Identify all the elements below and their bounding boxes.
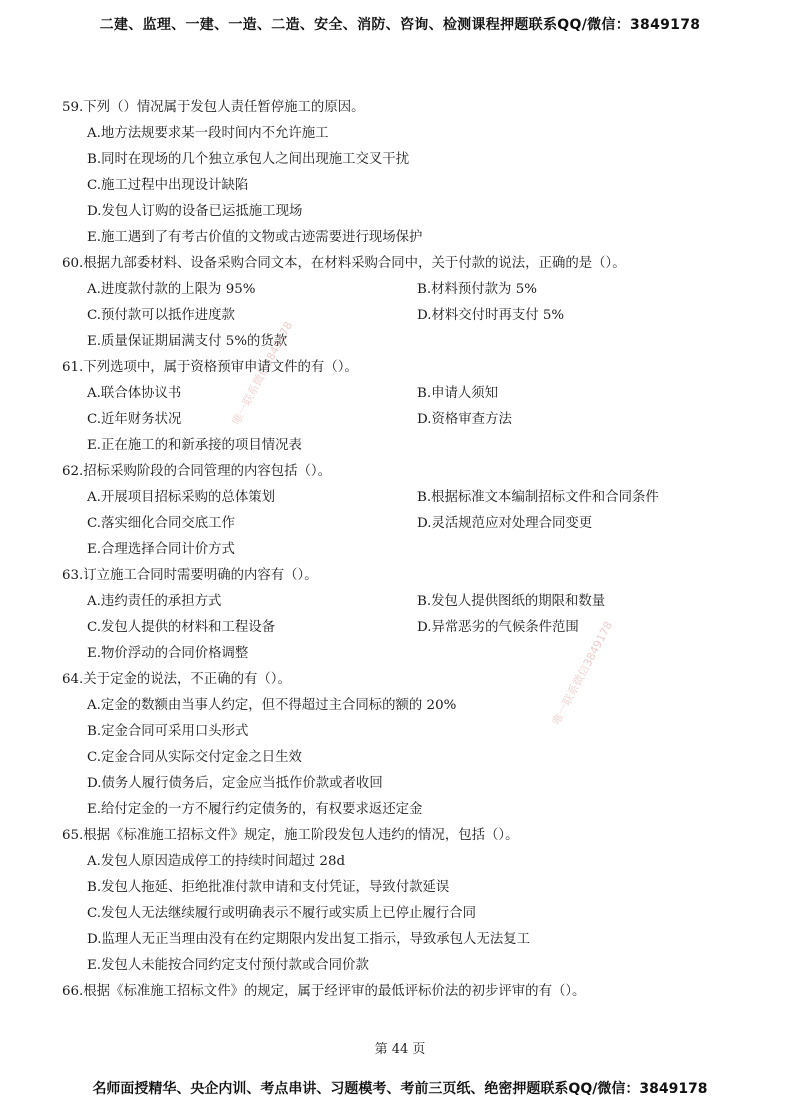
header-banner: 二建、监理、一建、一造、二造、安全、消防、咨询、检测课程押题联系QQ/微信：3849178 (99, 17, 701, 33)
answer-option: C.近年财务状况 (87, 412, 182, 427)
option-row (62, 953, 752, 979)
answer-option: B.发包人提供图纸的期限和数量 (417, 594, 606, 609)
question-block (62, 979, 752, 1005)
answer-option: D.监理人无正当理由没有在约定期限内发出复工指示，导致承包人无法复工 (87, 932, 531, 947)
watermark: 唯一联系微信3849178 (549, 619, 616, 728)
question-block (62, 95, 752, 251)
answer-option: A.违约责任的承担方式 (87, 594, 222, 609)
answer-option: C.发包人无法继续履行或明确表示不履行或实质上已停止履行合同 (87, 906, 476, 921)
option-row (62, 511, 752, 537)
answer-option: E.质量保证期届满支付 5%的货款 (87, 334, 288, 349)
answer-option: C.预付款可以抵作进度款 (87, 308, 235, 323)
option-row (62, 641, 752, 667)
question-stem: 66.根据《标准施工招标文件》的规定，属于经评审的最低评标价法的初步评审的有（）。 (62, 984, 586, 999)
answer-option: E.物价浮动的合同价格调整 (87, 646, 249, 661)
option-row (62, 407, 752, 433)
option-row (62, 147, 752, 173)
option-row (62, 199, 752, 225)
answer-option: A.联合体协议书 (87, 386, 182, 401)
option-row (62, 875, 752, 901)
question-stem: 64.关于定金的说法，不正确的有（）。 (62, 672, 291, 687)
question-stem: 59.下列（）情况属于发包人责任暂停施工的原因。 (62, 100, 365, 115)
question-stem: 62.招标采购阶段的合同管理的内容包括（）。 (62, 464, 332, 479)
option-row (62, 771, 752, 797)
option-row (62, 433, 752, 459)
option-row (62, 745, 752, 771)
answer-option: C.定金合同从实际交付定金之日生效 (87, 750, 302, 765)
answer-option: B.材料预付款为 5% (417, 282, 537, 297)
question-block (62, 667, 752, 823)
answer-option: B.根据标准文本编制招标文件和合同条件 (417, 490, 659, 505)
watermark: 唯一联系微信3849178 (229, 319, 296, 428)
option-row (62, 329, 752, 355)
question-stem: 61.下列选项中，属于资格预审申请文件的有（）。 (62, 360, 358, 375)
answer-option: D.灵活规范应对处理合同变更 (417, 516, 593, 531)
answer-option: D.债务人履行债务后，定金应当抵作价款或者收回 (87, 776, 383, 791)
answer-option: B.申请人须知 (417, 386, 499, 401)
answer-option: B.同时在现场的几个独立承包人之间出现施工交叉干扰 (87, 152, 410, 167)
answer-option: C.落实细化合同交底工作 (87, 516, 235, 531)
option-row (62, 693, 752, 719)
option-row (62, 121, 752, 147)
option-row (62, 849, 752, 875)
option-row (62, 303, 752, 329)
answer-option: D.发包人订购的设备已运抵施工现场 (87, 204, 303, 219)
answer-option: B.定金合同可采用口头形式 (87, 724, 249, 739)
answer-option: E.合理选择合同计价方式 (87, 542, 235, 557)
answer-option: A.地方法规要求某一段时间内不允许施工 (87, 126, 329, 141)
footer-banner: 名师面授精华、央企内训、考点串讲、习题模考、考前三页纸、绝密押题联系QQ/微信：3849178 (92, 1081, 708, 1097)
option-row (62, 901, 752, 927)
question-block (62, 355, 752, 459)
option-row (62, 277, 752, 303)
option-row (62, 615, 752, 641)
option-row (62, 719, 752, 745)
answer-option: E.发包人未能按合同约定支付预付款或合同价款 (87, 958, 369, 973)
answer-option: E.给付定金的一方不履行约定债务的，有权要求返还定金 (87, 802, 423, 817)
question-block (62, 459, 752, 563)
question-block (62, 251, 752, 355)
question-stem: 65.根据《标准施工招标文件》规定，施工阶段发包人违约的情况，包括（）。 (62, 828, 519, 843)
question-block (62, 823, 752, 979)
answer-option: E.施工遇到了有考古价值的文物或古迹需要进行现场保护 (87, 230, 423, 245)
question-block (62, 563, 752, 667)
answer-option: A.发包人原因造成停工的持续时间超过 28d (87, 854, 346, 869)
answer-option: A.进度款付款的上限为 95% (87, 282, 256, 297)
option-row (62, 225, 752, 251)
answer-option: C.发包人提供的材料和工程设备 (87, 620, 276, 635)
option-row (62, 485, 752, 511)
option-row (62, 589, 752, 615)
question-stem: 63.订立施工合同时需要明确的内容有（）。 (62, 568, 318, 583)
answer-option: C.施工过程中出现设计缺陷 (87, 178, 249, 193)
option-row (62, 537, 752, 563)
option-row (62, 173, 752, 199)
answer-option: E.正在施工的和新承接的项目情况表 (87, 438, 302, 453)
answer-option: D.资格审查方法 (417, 412, 512, 427)
option-row (62, 927, 752, 953)
answer-option: D.异常恶劣的气候条件范围 (417, 620, 579, 635)
answer-option: A.定金的数额由当事人约定，但不得超过主合同标的额的 20% (87, 698, 457, 713)
option-row (62, 381, 752, 407)
option-row (62, 797, 752, 823)
question-list (62, 95, 752, 1005)
answer-option: A.开展项目招标采购的总体策划 (87, 490, 276, 505)
page-number: 第 44 页 (374, 1042, 426, 1057)
question-stem: 60.根据九部委材料、设备采购合同文本，在材料采购合同中，关于付款的说法，正确的是（）。 (62, 256, 626, 271)
answer-option: D.材料交付时再支付 5% (417, 308, 565, 323)
answer-option: B.发包人拖延、拒绝批准付款申请和支付凭证，导致付款延误 (87, 880, 450, 895)
